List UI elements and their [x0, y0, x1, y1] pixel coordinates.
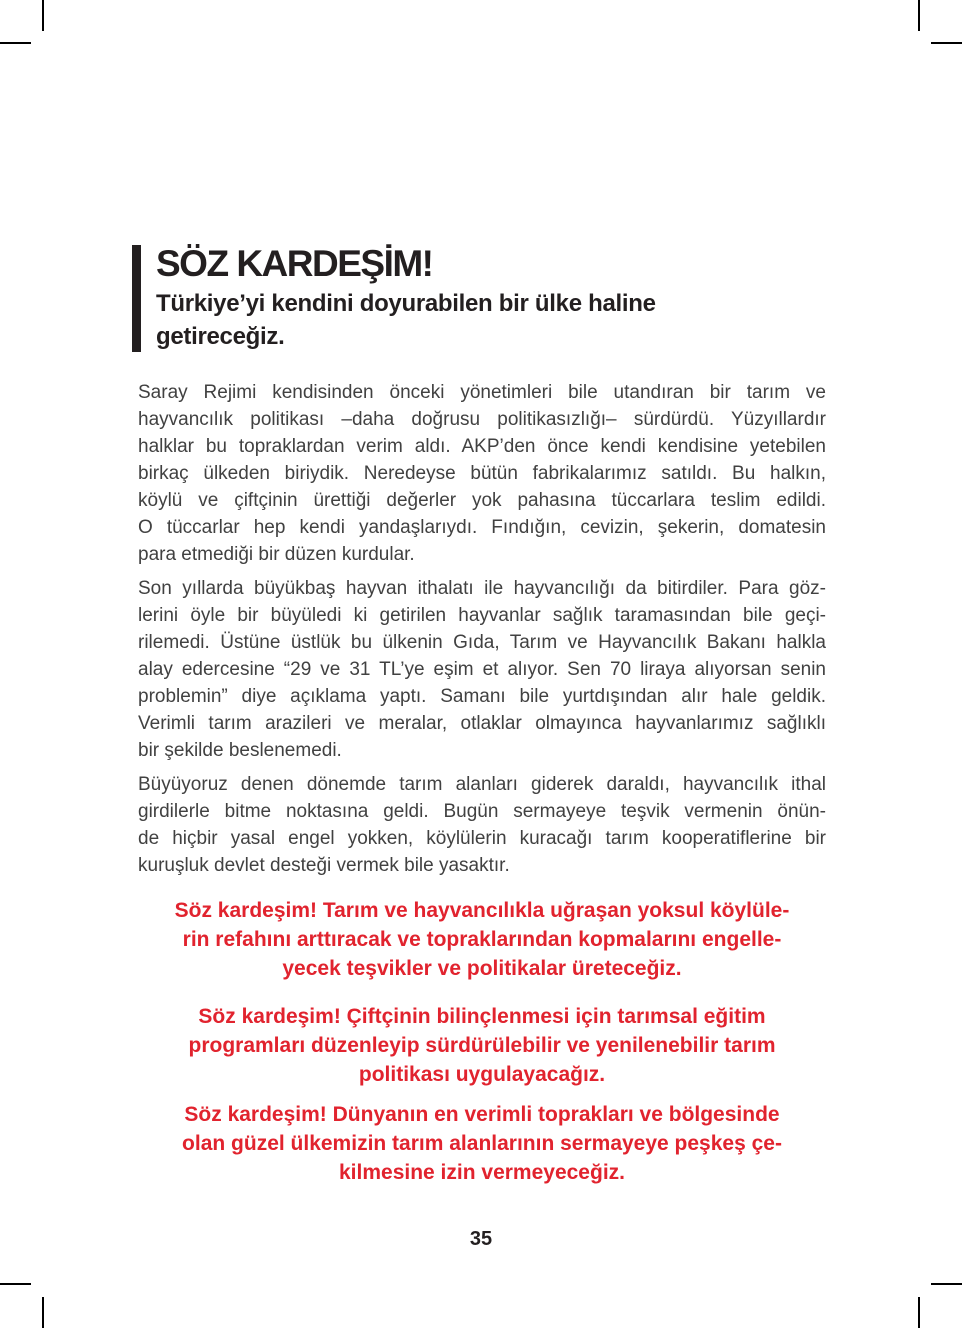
crop-mark-top-right-horizontal	[931, 42, 962, 44]
pledge-paragraph	[138, 896, 826, 983]
crop-mark-bottom-right-vertical	[918, 1297, 920, 1328]
page-title: SÖZ KARDEŞİM!	[156, 243, 433, 284]
pledge-paragraph	[138, 1002, 826, 1089]
text-line: Söz kardeşim! Çiftçinin bilinçlenmesi için tarımsal eğitim	[198, 1005, 766, 1028]
text-line: girdilerle bitme noktasına geldi. Bugün sermayeye teşvik vermenin önün-	[138, 801, 826, 822]
page-subtitle	[156, 287, 836, 353]
text-line: olan güzel ülkemizin tarım alanlarının sermayeye peşkeş çe-	[182, 1132, 782, 1155]
crop-mark-top-left-horizontal	[0, 42, 31, 44]
text-line: para etmediği bir düzen kurdular.	[138, 544, 415, 565]
text-line: Verimli tarım arazileri ve meralar, otlaklar olmayınca hayvanlarımız sağlıklı	[138, 713, 826, 734]
text-line: kuruşluk devlet desteği vermek bile yasaktır.	[138, 855, 510, 876]
text-line: lerini öyle bir büyüledi ki getirilen hayvanlar sağlık taramasından bile geçi-	[138, 605, 826, 626]
text-line: Söz kardeşim! Dünyanın en verimli toprakları ve bölgesinde	[184, 1103, 780, 1126]
body-paragraph	[138, 379, 826, 568]
crop-mark-top-right-vertical	[918, 0, 920, 31]
text-line: birkaç ülkeden biriydik. Neredeyse bütün fabrikalarımız satıldı. Bu halkın,	[138, 463, 826, 484]
body-paragraph	[138, 575, 826, 764]
text-line: programları düzenleyip sürdürülebilir ve yenilenebilir tarım	[188, 1034, 776, 1057]
text-line: Türkiye’yi kendini doyurabilen bir ülke haline	[156, 290, 656, 317]
text-line: alay edercesine “29 ve 31 TL’ye eşim et alıyor. Sen 70 liraya alıyorsan senin	[138, 659, 826, 680]
text-line: politikası uygulayacağız.	[358, 1063, 606, 1086]
crop-mark-top-left-vertical	[42, 0, 44, 31]
text-line: de hiçbir yasal engel yokken, köylülerin kuracağı tarım kooperatiflerine bir	[138, 828, 826, 849]
text-line: rin refahını arttıracak ve topraklarından kopmalarını engelle-	[182, 928, 782, 951]
crop-mark-bottom-left-vertical	[42, 1297, 44, 1328]
text-line: Son yıllarda büyükbaş hayvan ithalatı ile hayvancılığı da bitirdiler. Para göz-	[138, 578, 826, 599]
pledge-paragraph	[138, 1100, 826, 1187]
text-line: bir şekilde beslenemedi.	[138, 740, 342, 761]
text-line: Büyüyoruz denen dönemde tarım alanları giderek daraldı, hayvancılık ithal	[138, 774, 826, 795]
text-line: Saray Rejimi kendisinden önceki yönetimleri bile utandıran bir tarım ve	[138, 382, 826, 403]
text-line: yecek teşvikler ve politikalar üreteceğiz.	[282, 957, 682, 980]
crop-mark-bottom-right-horizontal	[931, 1283, 962, 1285]
text-line: halklar bu topraklardan verim aldı. AKP’den önce kendi kendisine yetebilen	[138, 436, 826, 457]
crop-mark-bottom-left-horizontal	[0, 1283, 31, 1285]
text-line: hayvancılık politikası –daha doğrusu politikasızlığı– sürdürdü. Yüzyıllardır	[138, 409, 826, 430]
text-line: Söz kardeşim! Tarım ve hayvancılıkla uğraşan yoksul köylüle-	[174, 899, 790, 922]
title-accent-bar	[132, 245, 141, 352]
text-line: rilemedi. Üstüne üstlük bu ülkenin Gıda, Tarım ve Hayvancılık Bakanı halkla	[138, 632, 826, 653]
text-line: getireceğiz.	[156, 323, 285, 350]
body-paragraph	[138, 771, 826, 879]
text-line: O tüccarlar hep kendi yandaşlarıydı. Fındığın, cevizin, şekerin, domatesin	[138, 517, 826, 538]
text-line: kilmesine izin vermeyeceğiz.	[339, 1161, 625, 1184]
page-number: 35	[469, 1228, 493, 1250]
text-line: problemin” diye açıklama yaptı. Samanı bile yurtdışından alır hale geldik.	[138, 686, 826, 707]
text-line: köylü ve çiftçinin ürettiği değerler yok pahasına tüccarlara teslim edildi.	[138, 490, 826, 511]
